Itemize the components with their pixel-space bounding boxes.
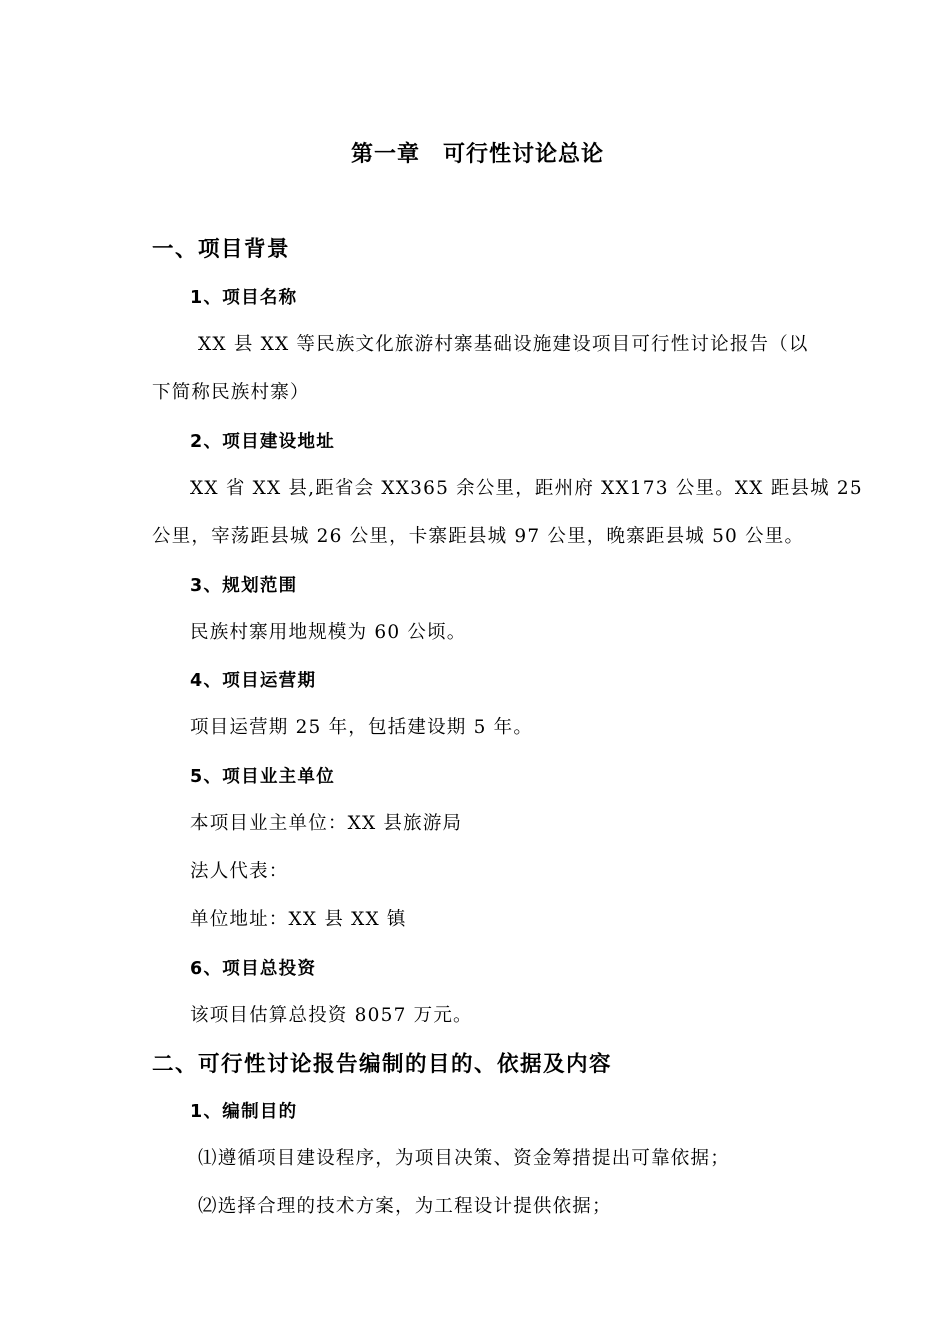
paragraph-line: XX 省 XX 县,距省会 XX365 余公里，距州府 XX173 公里。XX 距县城 25 [190, 478, 863, 499]
paragraph-line: 单位地址：XX 县 XX 镇 [190, 909, 407, 930]
subsection-heading: 6、项目总投资 [190, 959, 317, 979]
paragraph-line: ⑵选择合理的技术方案，为工程设计提供依据； [198, 1196, 612, 1217]
section-heading: 一、项目背景 [152, 237, 291, 262]
section-heading: 二、可行性讨论报告编制的目的、依据及内容 [152, 1052, 613, 1077]
paragraph-line: 该项目估算总投资 8057 万元。 [190, 1005, 473, 1026]
chapter-title: 第一章 可行性讨论总论 [351, 142, 605, 167]
subsection-heading: 2、项目建设地址 [190, 432, 336, 452]
paragraph-line: 公里，宰荡距县城 26 公里，卡寨距县城 97 公里，晚寨距县城 50 公里。 [152, 526, 805, 547]
subsection-heading: 5、项目业主单位 [190, 767, 336, 787]
paragraph-line: 本项目业主单位：XX 县旅游局 [190, 813, 463, 834]
paragraph-line: 项目运营期 25 年，包括建设期 5 年。 [190, 717, 534, 738]
paragraph-line: 下简称民族村寨） [152, 382, 310, 403]
paragraph-line: XX 县 XX 等民族文化旅游村寨基础设施建设项目可行性讨论报告（以 [198, 334, 809, 355]
subsection-heading: 1、编制目的 [190, 1102, 298, 1122]
subsection-heading: 3、规划范围 [190, 576, 298, 596]
subsection-heading: 1、项目名称 [190, 288, 298, 308]
subsection-heading: 4、项目运营期 [190, 671, 317, 691]
paragraph-line: 法人代表： [190, 861, 289, 882]
paragraph-line: 民族村寨用地规模为 60 公顷。 [190, 622, 467, 643]
paragraph-line: ⑴遵循项目建设程序，为项目决策、资金筹措提出可靠依据； [198, 1148, 730, 1169]
